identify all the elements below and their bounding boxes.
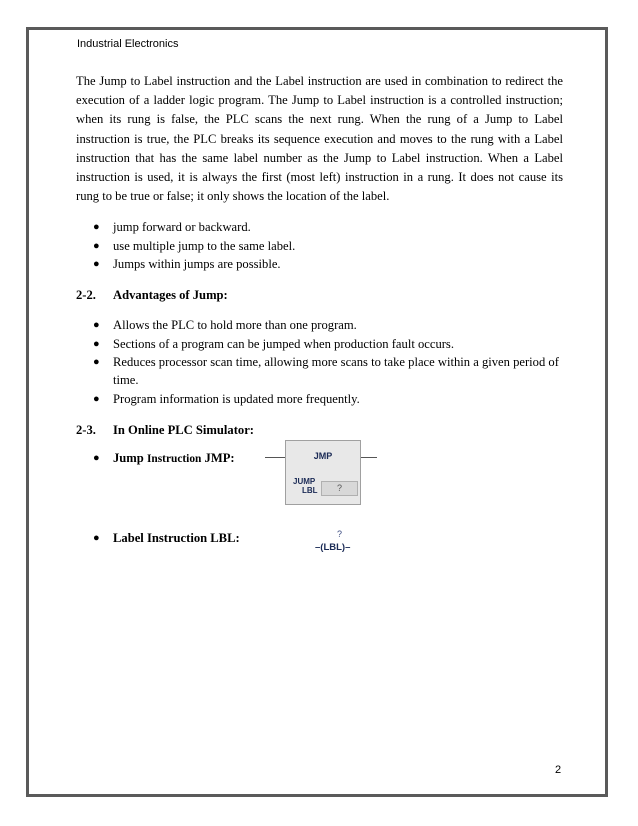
bullet-icon: ● bbox=[93, 531, 100, 544]
section-heading-advantages bbox=[76, 286, 563, 304]
list-item bbox=[76, 353, 563, 389]
advantages-bullet-list bbox=[76, 316, 563, 408]
bullet-icon: ● bbox=[93, 337, 100, 350]
section-number: 2-2. bbox=[76, 288, 96, 303]
jmp-block-jump-text: JUMP bbox=[293, 477, 316, 486]
intro-bullet-list bbox=[76, 218, 563, 273]
list-item-text: Jumps within jumps are possible. bbox=[113, 257, 281, 272]
list-item bbox=[76, 255, 563, 273]
list-item-text: Sections of a program can be jumped when production fault occurs. bbox=[113, 336, 454, 351]
list-item-text: Reduces processor scan time, allowing more scans to take place within a given period of time. bbox=[113, 355, 559, 388]
rung-line-left bbox=[265, 457, 285, 458]
bullet-icon: ● bbox=[93, 392, 100, 405]
section-heading-simulator bbox=[76, 421, 563, 439]
list-item bbox=[76, 237, 563, 255]
bullet-icon: ● bbox=[93, 319, 100, 332]
jump-label-word: Jump bbox=[113, 450, 144, 465]
list-item-text: Allows the PLC to hold more than one program. bbox=[113, 318, 357, 333]
running-header: Industrial Electronics bbox=[77, 38, 179, 50]
jmp-instruction-block bbox=[285, 440, 361, 505]
bullet-icon: ● bbox=[93, 221, 100, 234]
list-item bbox=[76, 218, 563, 236]
list-item bbox=[76, 390, 563, 408]
rung-line-right bbox=[361, 457, 377, 458]
jmp-block-title: JMP bbox=[313, 451, 333, 461]
list-item bbox=[76, 335, 563, 353]
page-number: 2 bbox=[555, 764, 562, 776]
jmp-block-lbl-text: LBL bbox=[302, 486, 318, 495]
label-instruction-title: Label Instruction LBL: bbox=[113, 530, 240, 545]
section-title: Advantages of Jump: bbox=[113, 288, 228, 303]
bullet-icon: ● bbox=[93, 239, 100, 252]
jump-label-word: JMP: bbox=[204, 450, 235, 465]
bullet-icon: ● bbox=[93, 258, 100, 271]
list-item bbox=[76, 316, 563, 334]
intro-paragraph: The Jump to Label instruction and the Label instruction are used in combination to redirect the execution of a ladder logic program. The Jump to Label instruction is a controlled instruction; when its rung is false, the PLC scans the next rung. When the rung of a Jump to Label instruction is true, the PLC breaks its sequence execution and moves to the rung with a Label instruction that has the same label number as the Jump to Label instruction. When a Label instruction is used, it is always the first (most left) instruction in a rung. It does not cause its rung to be true or false; it only shows the location of the label. bbox=[76, 74, 563, 204]
section-title: In Online PLC Simulator: bbox=[113, 422, 254, 437]
lbl-value: ? bbox=[337, 529, 343, 539]
section-number: 2-3. bbox=[76, 422, 96, 437]
list-item-text: Program information is updated more frequently. bbox=[113, 391, 360, 406]
bullet-icon: ● bbox=[93, 356, 100, 369]
bullet-icon: ● bbox=[93, 451, 100, 464]
list-item-text: use multiple jump to the same label. bbox=[113, 238, 296, 253]
jmp-label-value-field: ? bbox=[321, 481, 358, 496]
list-item-text: jump forward or backward. bbox=[113, 220, 251, 235]
jump-label-word: Instruction bbox=[146, 452, 202, 465]
lbl-instruction-symbol: –(LBL)– bbox=[315, 542, 351, 553]
